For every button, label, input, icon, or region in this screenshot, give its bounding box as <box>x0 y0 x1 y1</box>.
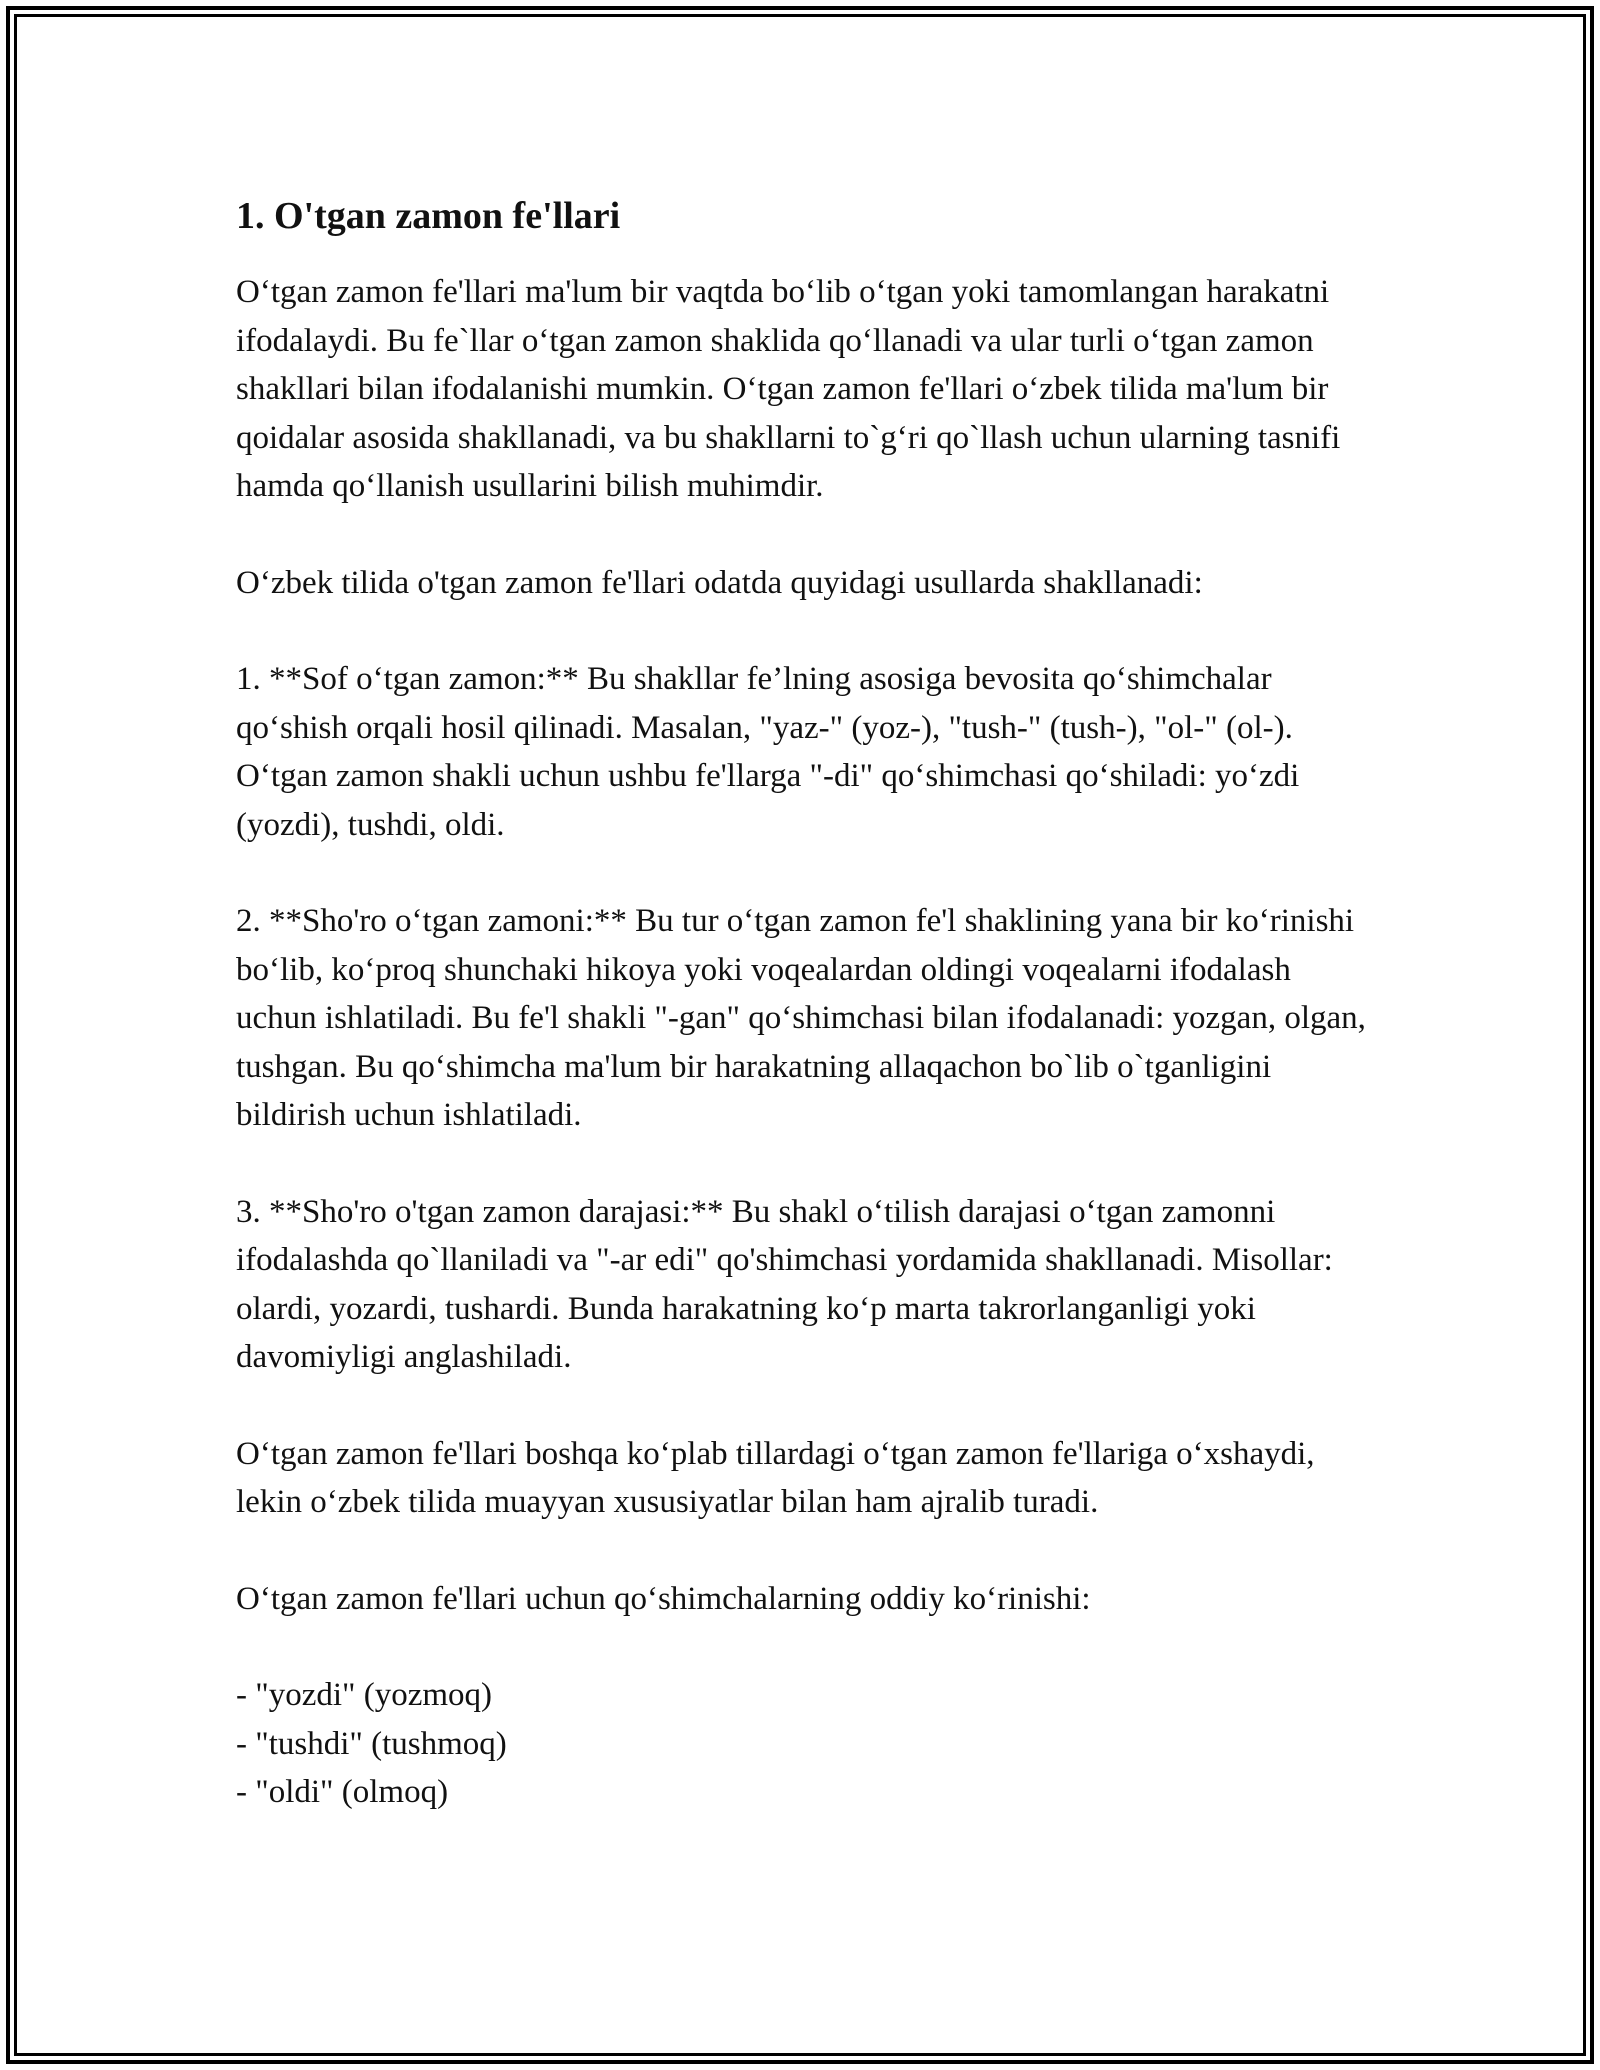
formation-intro-paragraph: O‘zbek tilida o'tgan zamon fe'llari odatda quyidagi usullarda shakllanadi: <box>236 564 1203 601</box>
example-item-tushdi: - "tushdi" (tushmoq) <box>236 1725 507 1762</box>
example-item-oldi: - "oldi" (olmoq) <box>236 1774 449 1810</box>
comparison-paragraph: O‘tgan zamon fe'llari boshqa ko‘plab tillardagi o‘tgan zamon fe'llariga o‘xshaydi, lekin o‘zbek tilida muayyan xususiyatlar bilan ham ajralib turadi. <box>236 1435 1315 1520</box>
examples-intro-paragraph: O‘tgan zamon fe'llari uchun qo‘shimchalarning oddiy ko‘rinishi: <box>236 1580 1091 1617</box>
examples-list <box>236 1671 1376 1817</box>
intro-paragraph: O‘tgan zamon fe'llari ma'lum bir vaqtda bo‘lib o‘tgan yoki tamomlangan harakatni ifodalaydi. Bu fe`llar o‘tgan zamon shaklida qo‘llanadi va ular turli o‘tgan zamon shakllari bilan ifodalanishi mumkin. O‘tgan zamon fe'llari o‘zbek tilida ma'lum bir qoidalar asosida shakllanadi, va bu shakllarni to`g‘ri qo`llash uchun ularning tasnifi hamda qo‘llanish usullarini bilish muhimdir. <box>236 274 1341 504</box>
rule-2-paragraph: 2. **Sho'ro o‘tgan zamoni:** Bu tur o‘tgan zamon fe'l shaklining yana bir ko‘rinishi bo‘lib, ko‘proq shunchaki hikoya yoki voqealardan oldingi voqealarni ifodalash uchun ishlatiladi. Bu fe'l shakli "-gan" qo‘shimchasi bilan ifodalanadi: yozgan, olgan, tushgan. Bu qo‘shimcha ma'lum bir harakatning allaqachon bo`lib o`tganligini bildirish uchun ishlatiladi. <box>236 903 1366 1133</box>
example-item-yozdi: - "yozdi" (yozmoq) <box>236 1677 493 1713</box>
document-body <box>236 188 1376 1817</box>
section-title: 1. O'tgan zamon fe'llari <box>236 195 621 237</box>
rule-1-paragraph: 1. **Sof o‘tgan zamon:** Bu shakllar fe’lning asosiga bevosita qo‘shimchalar qo‘shish orqali hosil qilinadi. Masalan, "yaz-" (yoz-), "tush-" (tush-), "ol-" (ol-). O‘tgan zamon shakli uchun ushbu fe'llarga "-di" qo‘shimchasi qo‘shiladi: yo‘zdi (yozdi), tushdi, oldi. <box>236 661 1300 843</box>
rule-3-paragraph: 3. **Sho'ro o'tgan zamon darajasi:** Bu shakl o‘tilish darajasi o‘tgan zamonni ifodalashda qo`llaniladi va "-ar edi" qo'shimchasi yordamida shakllanadi. Misollar: olardi, yozardi, tushardi. Bunda harakatning ko‘p marta takrorlanganligi yoki davomiyligi anglashiladi. <box>236 1193 1333 1375</box>
